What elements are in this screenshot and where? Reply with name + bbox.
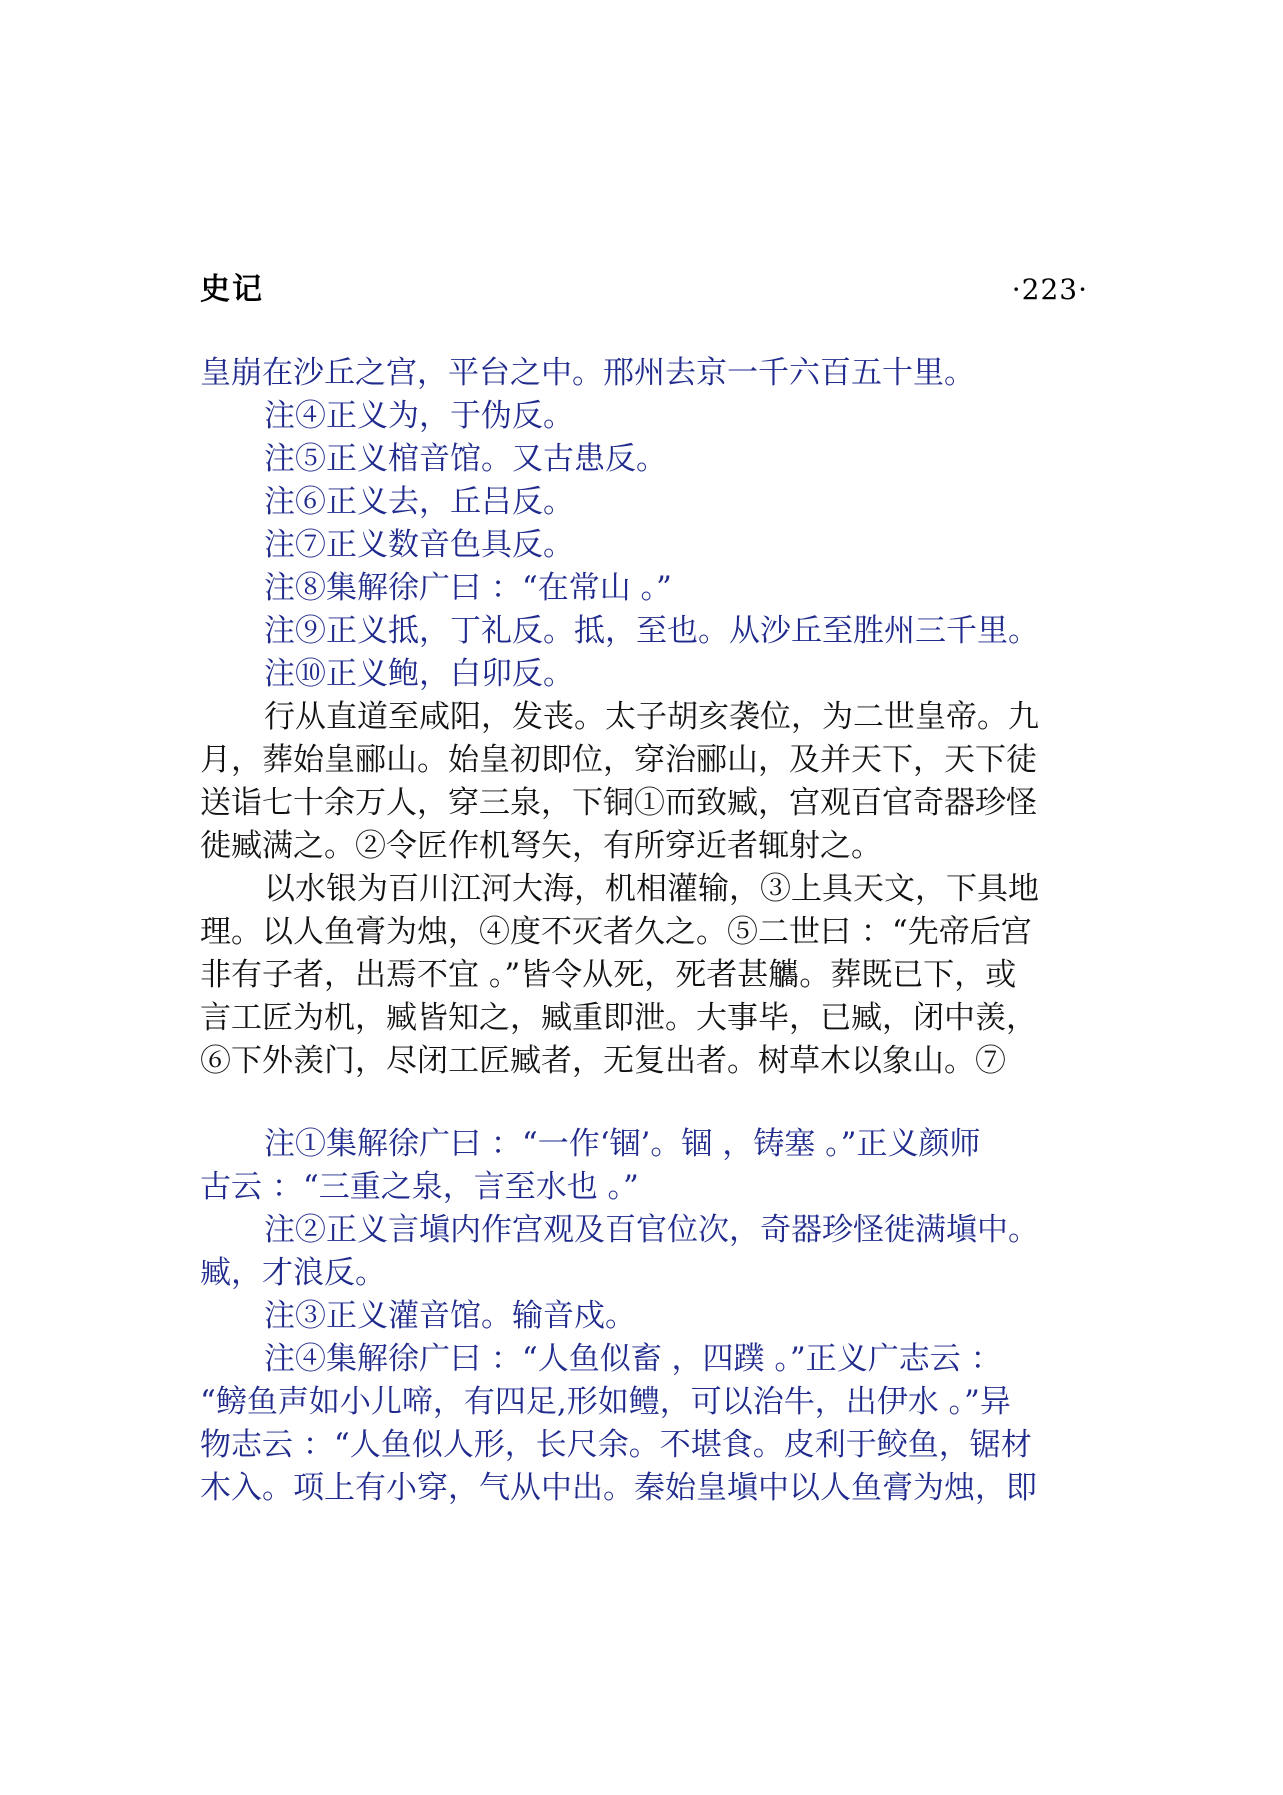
annotation-line: 皇崩在沙丘之宫，平台之中。邢州去京一千六百五十里。 [200, 355, 975, 391]
main-text-line: 理。以人鱼膏为烛，④度不灭者久之。⑤二世曰 ：“先帝后宫 [200, 914, 1032, 950]
annotation-line: 臧，才浪反。 [200, 1255, 386, 1291]
annotation-line: “鳑鱼声如小儿啼，有四足,形如鳢，可以治牛，出伊水 。”异 [200, 1384, 1011, 1420]
annotation-line: 注①集解徐广曰 ：“一作‘锢’。锢 ，铸塞 。”正义颜师 [264, 1126, 981, 1162]
annotation-line: 古云 ：“三重之泉，言至水也 。” [200, 1169, 639, 1205]
main-text-line: 言工匠为机，臧皆知之，臧重即泄。大事毕，已臧，闭中羡， [200, 1000, 1037, 1036]
annotation-line: 注②正义言塡内作宫观及百官位次，奇器珍怪徙满塡中。 [264, 1212, 1039, 1248]
main-text-line: ⑥下外羡门，尽闭工匠臧者，无复出者。树草木以象山。⑦ [200, 1043, 1006, 1079]
annotation-line: 注⑨正义抵，丁礼反。抵，至也。从沙丘至胜州三千里。 [264, 613, 1039, 649]
annotation-line: 物志云 ：“人鱼似人形，长尺余。不堪食。皮利于鲛鱼，锯材 [200, 1427, 1032, 1463]
main-text-line: 徙臧满之。②令匠作机弩矢，有所穿近者辄射之。 [200, 828, 882, 864]
main-text-line: 行从直道至咸阳，发丧。太子胡亥袭位，为二世皇帝。九 [264, 699, 1039, 735]
page-number: ·223· [1011, 273, 1088, 306]
page-header [200, 268, 1088, 312]
annotation-line: 注⑦正义数音色具反。 [264, 527, 574, 563]
text-block [200, 352, 1090, 1510]
book-title: 史记 [200, 272, 264, 307]
annotation-line: 注④集解徐广曰 ：“人鱼似畜 ，四蹼 。”正义广志云 ： [264, 1341, 1002, 1377]
annotation-line: 木入。项上有小穿，气从中出。秦始皇塡中以人鱼膏为烛，即 [200, 1470, 1037, 1506]
annotation-line: 注③正义灌音馆。输音戍。 [264, 1298, 636, 1334]
annotation-line: 注⑤正义棺音馆。又古患反。 [264, 441, 667, 477]
annotation-line: 注⑩正义鲍，白卯反。 [264, 656, 574, 692]
page-body [200, 352, 1090, 1510]
main-text-line: 月，葬始皇郦山。始皇初即位，穿治郦山，及并天下，天下徒 [200, 742, 1037, 778]
paragraph-gap [200, 1083, 1090, 1123]
main-text-line: 送诣七十余万人，穿三泉，下铜①而致臧，宫观百官奇器珍怪 [200, 785, 1037, 821]
annotation-line: 注⑥正义去，丘吕反。 [264, 484, 574, 520]
main-text-line: 以水银为百川江河大海，机相灌输，③上具天文，下具地 [264, 871, 1039, 907]
annotation-line: 注⑧集解徐广曰 ：“在常山 。” [264, 570, 672, 606]
annotation-line: 注④正义为，于伪反。 [264, 398, 574, 434]
main-text-line: 非有子者，出焉不宜 。”皆令从死，死者甚觿。葬既已下，或 [200, 957, 1017, 993]
